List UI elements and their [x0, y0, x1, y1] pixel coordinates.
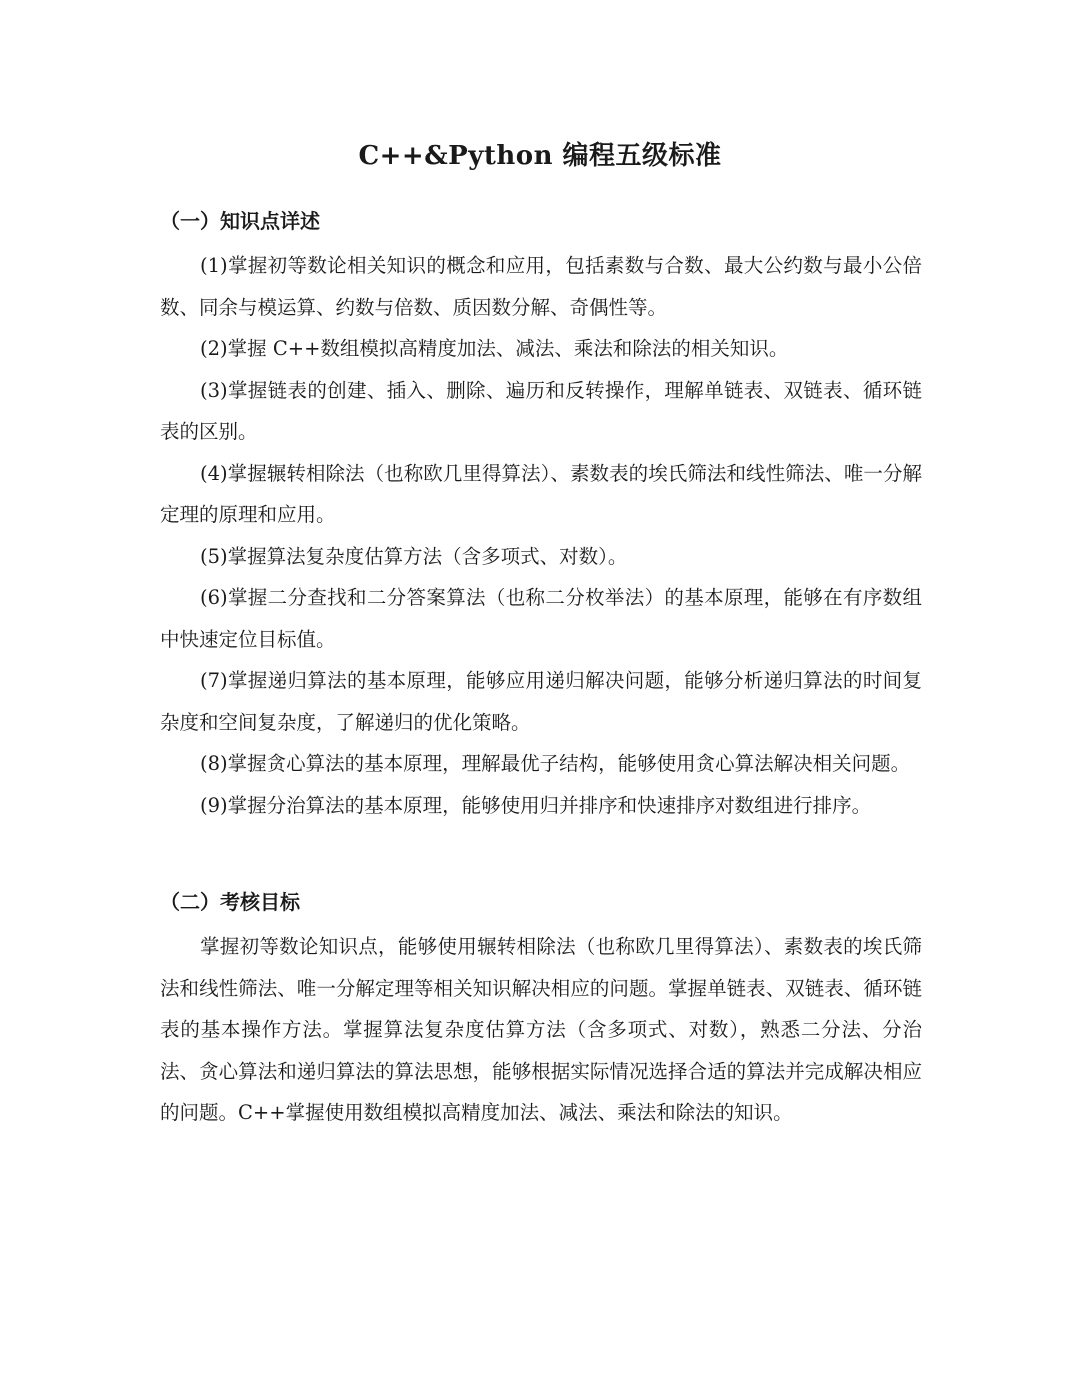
knowledge-point-item: (9)掌握分治算法的基本原理，能够使用归并排序和快速排序对数组进行排序。 — [200, 793, 872, 817]
knowledge-point-list — [160, 245, 922, 826]
knowledge-point-item: (5)掌握算法复杂度估算方法（含多项式、对数）。 — [200, 544, 628, 568]
section-heading-assessment-goals: （二）考核目标 — [160, 890, 300, 914]
knowledge-point-item: (6)掌握二分查找和二分答案算法（也称二分枚举法）的基本原理，能够在有序数组中快速定位目标值。 — [160, 586, 922, 651]
section-heading-knowledge-points: （一）知识点详述 — [160, 209, 320, 233]
knowledge-point-item: (3)掌握链表的创建、插入、删除、遍历和反转操作，理解单链表、双链表、循环链表的区别。 — [160, 378, 922, 443]
knowledge-point-item: (8)掌握贪心算法的基本原理，理解最优子结构，能够使用贪心算法解决相关问题。 — [200, 752, 911, 775]
knowledge-point-item: (4)掌握辗转相除法（也称欧几里得算法）、素数表的埃氏筛法和线性筛法、唯一分解定理的原理和应用。 — [160, 461, 922, 526]
assessment-goals-paragraph: 掌握初等数论知识点，能够使用辗转相除法（也称欧几里得算法）、素数表的埃氏筛法和线性筛法、唯一分解定理等相关知识解决相应的问题。掌握单链表、双链表、循环链表的基本操作方法。掌握算法复杂度估算方法（含多项式、对数），熟悉二分法、分治法、贪心算法和递归算法的算法思想，能够根据实际情况选择合适的算法并完成解决相应的问题。C++掌握使用数组模拟高精度加法、减法、乘法和除法的知识。 — [160, 935, 922, 1124]
document-title: C++&Python 编程五级标准 — [358, 141, 722, 171]
knowledge-point-item: (7)掌握递归算法的基本原理，能够应用递归解决问题，能够分析递归算法的时间复杂度和空间复杂度，了解递归的优化策略。 — [160, 669, 922, 734]
knowledge-point-item: (2)掌握 C++数组模拟高精度加法、减法、乘法和除法的相关知识。 — [200, 337, 789, 360]
knowledge-point-item: (1)掌握初等数论相关知识的概念和应用，包括素数与合数、最大公约数与最小公倍数、同余与模运算、约数与倍数、质因数分解、奇偶性等。 — [160, 254, 922, 319]
